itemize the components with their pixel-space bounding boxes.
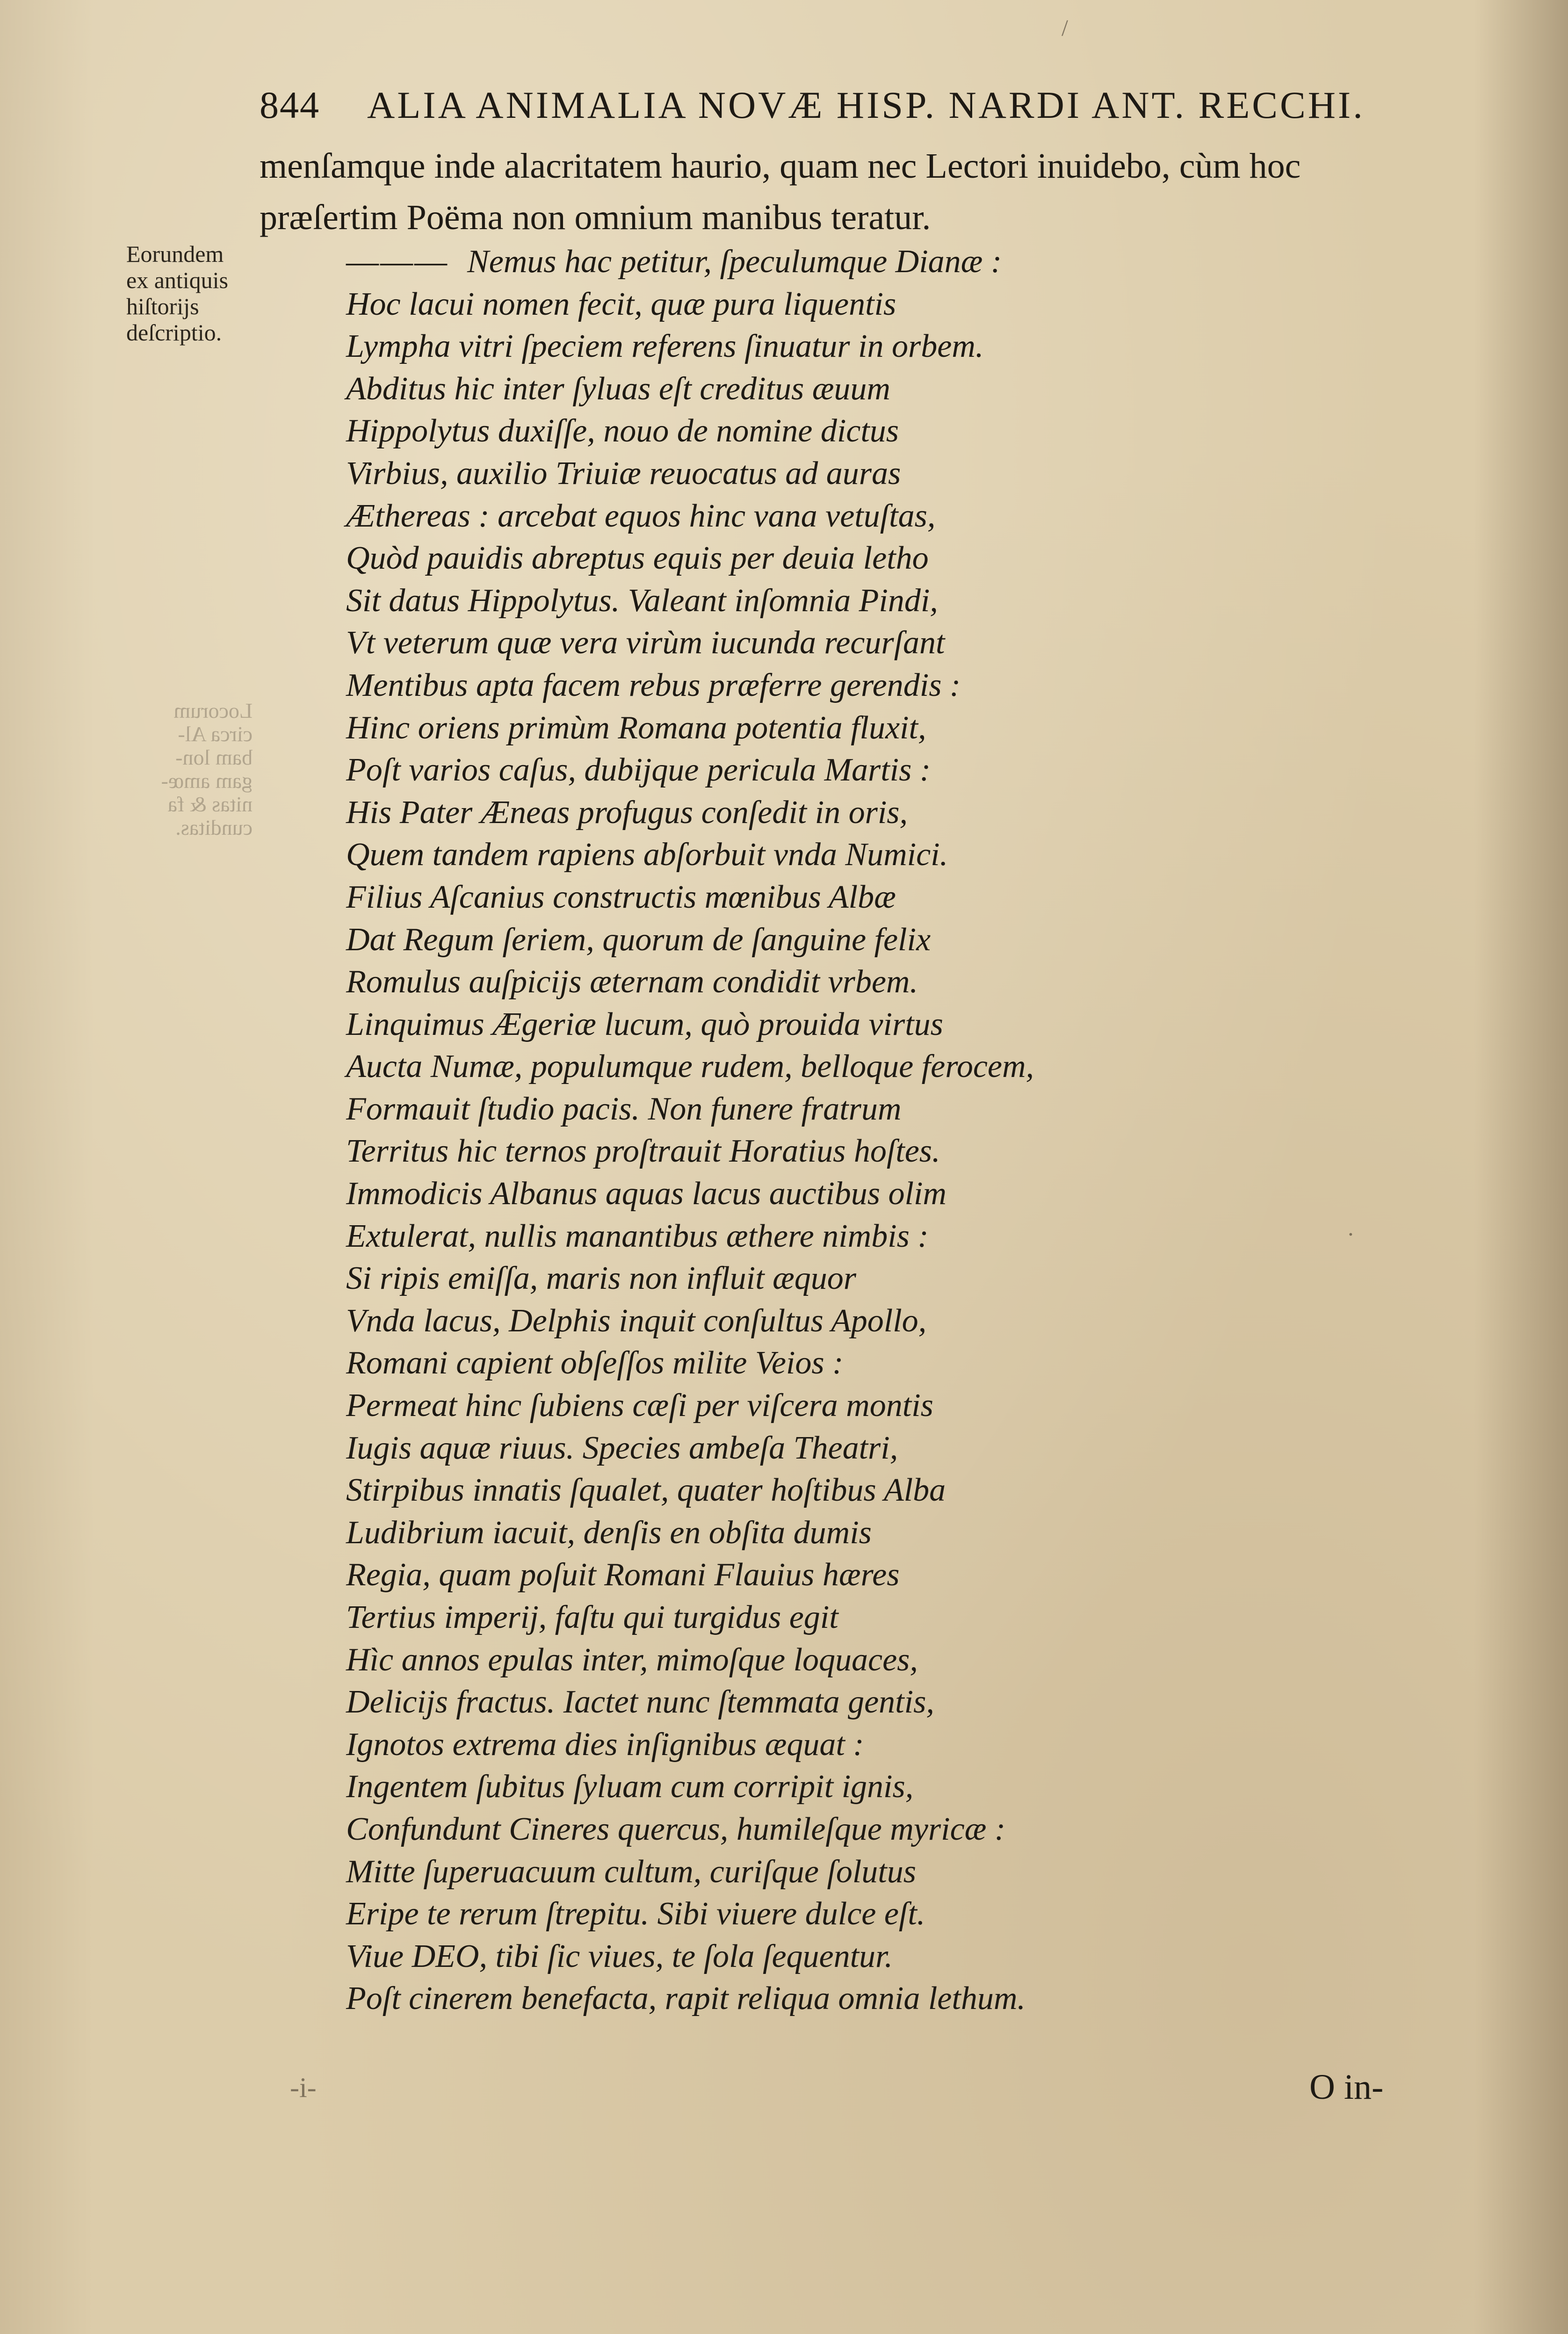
verse-line-text: Hippolytus duxiſſe, nouo de nomine dictus bbox=[346, 413, 899, 449]
verse-line bbox=[346, 241, 1422, 283]
verse-line-text: Lympha vitri ſpeciem referens ſinuatur in orbem. bbox=[346, 328, 984, 365]
verse-line-text: Territus hic ternos proſtrauit Horatius hoſtes. bbox=[346, 1133, 940, 1170]
verse-line bbox=[346, 325, 1422, 368]
verse-line bbox=[346, 283, 1422, 326]
catchword: O in- bbox=[1309, 2067, 1384, 2107]
running-title: ALIA ANIMALIA NOVÆ HISP. NARDI ANT. RECCHI. bbox=[367, 84, 1365, 126]
verse-line-text: Filius Aſcanius constructis mœnibus Albæ bbox=[346, 879, 896, 915]
page-smudge-mark: · bbox=[1347, 1221, 1355, 1247]
verse-line-text: Hìc annos epulas inter, mimoſque loquaces, bbox=[346, 1641, 918, 1678]
verse-line-text: Extulerat, nullis manantibus æthere nimbis : bbox=[346, 1218, 929, 1254]
verse-line-text: Poſt varios caſus, dubijque pericula Martis : bbox=[346, 752, 931, 788]
verse-line bbox=[346, 1130, 1422, 1173]
show-through-line: nitas & fa bbox=[167, 792, 253, 816]
verse-line bbox=[346, 1088, 1422, 1131]
verse-line bbox=[346, 1173, 1422, 1215]
marginal-note bbox=[126, 241, 267, 346]
verse-line-text: Iugis aquæ riuus. Species ambeſa Theatri, bbox=[346, 1430, 898, 1466]
page-smudge-mark: -i- bbox=[290, 2072, 317, 2103]
verse-line-text: Ignotos extrema dies inſignibus æquat : bbox=[346, 1726, 864, 1763]
running-header bbox=[260, 83, 1382, 139]
verse-line bbox=[346, 1215, 1422, 1258]
poem-verse bbox=[346, 241, 1422, 2020]
verse-line bbox=[346, 1893, 1422, 1936]
verse-line-text: Aucta Numæ, populumque rudem, belloque ferocem, bbox=[346, 1048, 1034, 1085]
intro-line: præſertim Poëma non omnium manibus teratur. bbox=[260, 198, 931, 237]
verse-line bbox=[346, 1724, 1422, 1766]
verse-line-text: Romulus auſpicijs æternam condidit vrbem. bbox=[346, 964, 918, 1000]
verse-line-text: Si ripis emiſſa, maris non influit æquor bbox=[346, 1260, 856, 1297]
verse-line-text: Hoc lacui nomen fecit, quæ pura liquentis bbox=[346, 286, 896, 322]
show-through-line: gam amœ- bbox=[161, 769, 253, 793]
verse-line bbox=[346, 707, 1422, 750]
verse-line-text: Formauit ſtudio pacis. Non funere fratrum bbox=[346, 1091, 902, 1127]
verse-line-text: Permeat hinc ſubiens cæſi per viſcera montis bbox=[346, 1387, 933, 1424]
marginal-note-line: hiſtorijs bbox=[126, 293, 199, 319]
verse-line-text: Dat Regum ſeriem, quorum de ſanguine felix bbox=[346, 921, 931, 958]
verse-line bbox=[346, 1004, 1422, 1046]
verse-line-text: Ingentem ſubitus ſyluam cum corripit ignis, bbox=[346, 1769, 914, 1805]
verse-line-text: Romani capient obſeſſos milite Veios : bbox=[346, 1345, 844, 1381]
verse-line bbox=[346, 622, 1422, 665]
verse-line-text: Confundunt Cineres quercus, humileſque myricæ : bbox=[346, 1811, 1006, 1847]
marginal-note-line: deſcriptio. bbox=[126, 319, 222, 346]
verse-lead-dash: ——— bbox=[346, 244, 448, 280]
verse-line-text: Delicijs fractus. Iactet nunc ſtemmata gentis, bbox=[346, 1684, 934, 1720]
verse-line bbox=[346, 876, 1422, 919]
verse-line-text: Viue DEO, tibi ſic viues, te ſola ſequentur. bbox=[346, 1938, 893, 1974]
verse-line-text: Stirpibus innatis ſqualet, quater hoſtibus Alba bbox=[346, 1472, 946, 1509]
verse-line-text: Mentibus apta facem rebus præferre gerendis : bbox=[346, 667, 961, 703]
verse-line-text: Eripe te rerum ſtrepitu. Sibi viuere dulce eſt. bbox=[346, 1896, 925, 1932]
verse-line bbox=[346, 1639, 1422, 1682]
verse-line bbox=[346, 537, 1422, 580]
verse-line-text: Abditus hic inter ſyluas eſt creditus æuum bbox=[346, 370, 890, 407]
verse-line-text: Mitte ſuperuacuum cultum, curiſque ſolutus bbox=[346, 1853, 916, 1890]
verse-line-text: Hinc oriens primùm Romana potentia fluxit, bbox=[346, 709, 926, 746]
verse-line bbox=[346, 1046, 1422, 1088]
verse-line-text: Vnda lacus, Delphis inquit conſultus Apollo, bbox=[346, 1302, 927, 1339]
verse-line bbox=[346, 961, 1422, 1004]
verse-line-text: His Pater Æneas profugus conſedit in oris, bbox=[346, 794, 908, 831]
verse-line bbox=[346, 1554, 1422, 1597]
verse-line-text: Tertius imperij, faſtu qui turgidus egit bbox=[346, 1599, 838, 1635]
show-through-line: cunditas. bbox=[175, 816, 253, 839]
verse-line-text: Virbius, auxilio Triuiæ reuocatus ad auras bbox=[346, 455, 901, 491]
verse-line bbox=[346, 1385, 1422, 1427]
verse-line bbox=[346, 1512, 1422, 1554]
verse-line bbox=[346, 665, 1422, 707]
verse-line bbox=[346, 1681, 1422, 1724]
intro-prose bbox=[260, 140, 1457, 243]
verse-line-text: Nemus hac petitur, ſpeculumque Dianæ : bbox=[467, 244, 1002, 280]
marginal-note-line: ex antiquis bbox=[126, 267, 229, 293]
verse-line bbox=[346, 495, 1422, 538]
verse-line bbox=[346, 1978, 1422, 2020]
verse-line bbox=[346, 368, 1422, 411]
verse-line-text: Poſt cinerem benefacta, rapit reliqua omnia lethum. bbox=[346, 1980, 1026, 2017]
verse-line bbox=[346, 1427, 1422, 1470]
verse-line-text: Ludibrium iacuit, denſis en obſita dumis bbox=[346, 1514, 872, 1551]
verse-line-text: Vt veterum quæ vera virùm iucunda recurſant bbox=[346, 625, 945, 661]
verse-line-text: Regia, quam poſuit Romani Flauius hæres bbox=[346, 1557, 900, 1593]
verse-line bbox=[346, 1766, 1422, 1808]
verse-line-text: Quem tandem rapiens abſorbuit vnda Numici. bbox=[346, 837, 948, 873]
verse-line-text: Linquimus Ægeriæ lucum, quò prouida virtus bbox=[346, 1006, 943, 1042]
verse-line bbox=[346, 1851, 1422, 1893]
verse-line bbox=[346, 410, 1422, 453]
show-through-line: Locorum bbox=[173, 699, 253, 723]
verse-line bbox=[346, 1342, 1422, 1385]
show-through-line: circa Al- bbox=[178, 722, 253, 746]
verse-line-text: Quòd pauidis abreptus equis per deuia letho bbox=[346, 540, 929, 577]
verse-line-text: Immodicis Albanus aquas lacus auctibus olim bbox=[346, 1176, 947, 1212]
verse-line-text: Æthereas : arcebat equos hinc vana vetuſtas, bbox=[346, 498, 936, 534]
verse-line bbox=[346, 1936, 1422, 1978]
show-through-marginal-note bbox=[131, 699, 253, 839]
intro-line: menſamque inde alacritatem haurio, quam nec Lectori inuidebo, cùm hoc bbox=[260, 146, 1301, 186]
verse-line bbox=[346, 1597, 1422, 1639]
verse-line bbox=[346, 834, 1422, 876]
page-smudge-mark: / bbox=[1062, 14, 1068, 41]
marginal-note-line: Eorundem bbox=[126, 241, 224, 267]
page-number: 844 bbox=[260, 84, 320, 126]
verse-line bbox=[346, 1257, 1422, 1300]
verse-line bbox=[346, 1469, 1422, 1512]
show-through-line: bam lon- bbox=[175, 745, 253, 769]
verse-line bbox=[346, 453, 1422, 495]
verse-line bbox=[346, 792, 1422, 834]
verse-line bbox=[346, 580, 1422, 622]
verse-line bbox=[346, 1300, 1422, 1343]
verse-line bbox=[346, 749, 1422, 792]
verse-line bbox=[346, 919, 1422, 961]
verse-line-text: Sit datus Hippolytus. Valeant inſomnia Pindi, bbox=[346, 582, 938, 619]
verse-line bbox=[346, 1808, 1422, 1851]
